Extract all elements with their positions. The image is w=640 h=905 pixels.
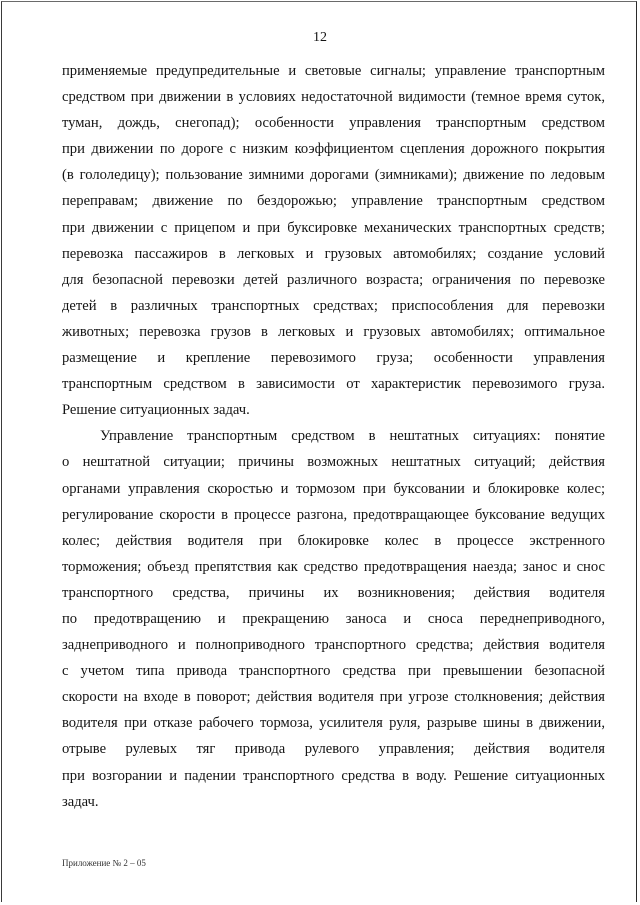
text-line: при движении по дороге с низким коэффициентом сцепления дорожного покрытия	[62, 141, 605, 158]
text-line: транспортным средством в зависимости от характеристик перевозимого груза.	[62, 376, 605, 393]
text-line: о нештатной ситуации; причины возможных нештатных ситуаций; действия	[62, 454, 605, 471]
text-line: при возгорании и падении транспортного средства в воду. Решение ситуационных	[62, 767, 605, 784]
document-body	[62, 58, 605, 815]
text-line: детей в различных транспортных средствах; приспособления для перевозки	[62, 297, 605, 314]
paragraph-1	[62, 58, 605, 423]
text-line: животных; перевозка грузов в легковых и грузовых автомобилях; оптимальное	[62, 323, 605, 340]
page-number: 12	[313, 30, 327, 45]
text-line: торможения; объезд препятствия как средство предотвращения наезда; занос и снос	[62, 558, 605, 575]
text-line: по предотвращению и прекращению заноса и сноса переднеприводного,	[62, 610, 605, 627]
text-line: применяемые предупредительные и световые сигналы; управление транспортным	[62, 63, 605, 79]
paragraph-2	[62, 423, 605, 814]
text-line: органами управления скоростью и тормозом при буксовании и блокировке колес;	[62, 480, 605, 497]
text-line: переправам; движение по бездорожью; управление транспортным средством	[62, 193, 605, 210]
text-line: колес; действия водителя при блокировке колес в процессе экстренного	[62, 532, 605, 549]
text-line: перевозка пассажиров в легковых и грузовых автомобилях; создание условий	[62, 245, 605, 262]
text-line: с учетом типа привода транспортного средства при превышении безопасной	[62, 663, 605, 680]
text-line: при движении с прицепом и при буксировке механических транспортных средств;	[62, 219, 605, 236]
text-line: Управление транспортным средством в нештатных ситуациях: понятие	[100, 428, 605, 445]
text-line: задач.	[62, 793, 99, 810]
text-line: Решение ситуационных задач.	[62, 402, 250, 419]
text-line: (в гололедицу); пользование зимними дорогами (зимниками); движение по ледовым	[62, 167, 605, 184]
text-line: отрыве рулевых тяг привода рулевого управления; действия водителя	[62, 741, 605, 758]
text-line: заднеприводного и полноприводного транспортного средства; действия водителя	[62, 637, 605, 654]
text-line: водителя при отказе рабочего тормоза, усилителя руля, разрыве шины в движении,	[62, 715, 605, 732]
text-line: размещение и крепление перевозимого груза; особенности управления	[62, 350, 605, 367]
text-line: средством при движении в условиях недостаточной видимости (темное время суток,	[62, 89, 605, 106]
text-line: скорости на входе в поворот; действия водителя при угрозе столкновения; действия	[62, 689, 605, 706]
text-line: для безопасной перевозки детей различного возраста; ограничения по перевозке	[62, 271, 605, 288]
text-line: регулирование скорости в процессе разгона, предотвращающее буксование ведущих	[62, 506, 605, 523]
footer-note: Приложение № 2 – 05	[62, 858, 146, 868]
text-line: туман, дождь, снегопад); особенности управления транспортным средством	[62, 115, 605, 132]
text-line: транспортного средства, причины их возникновения; действия водителя	[62, 584, 605, 601]
